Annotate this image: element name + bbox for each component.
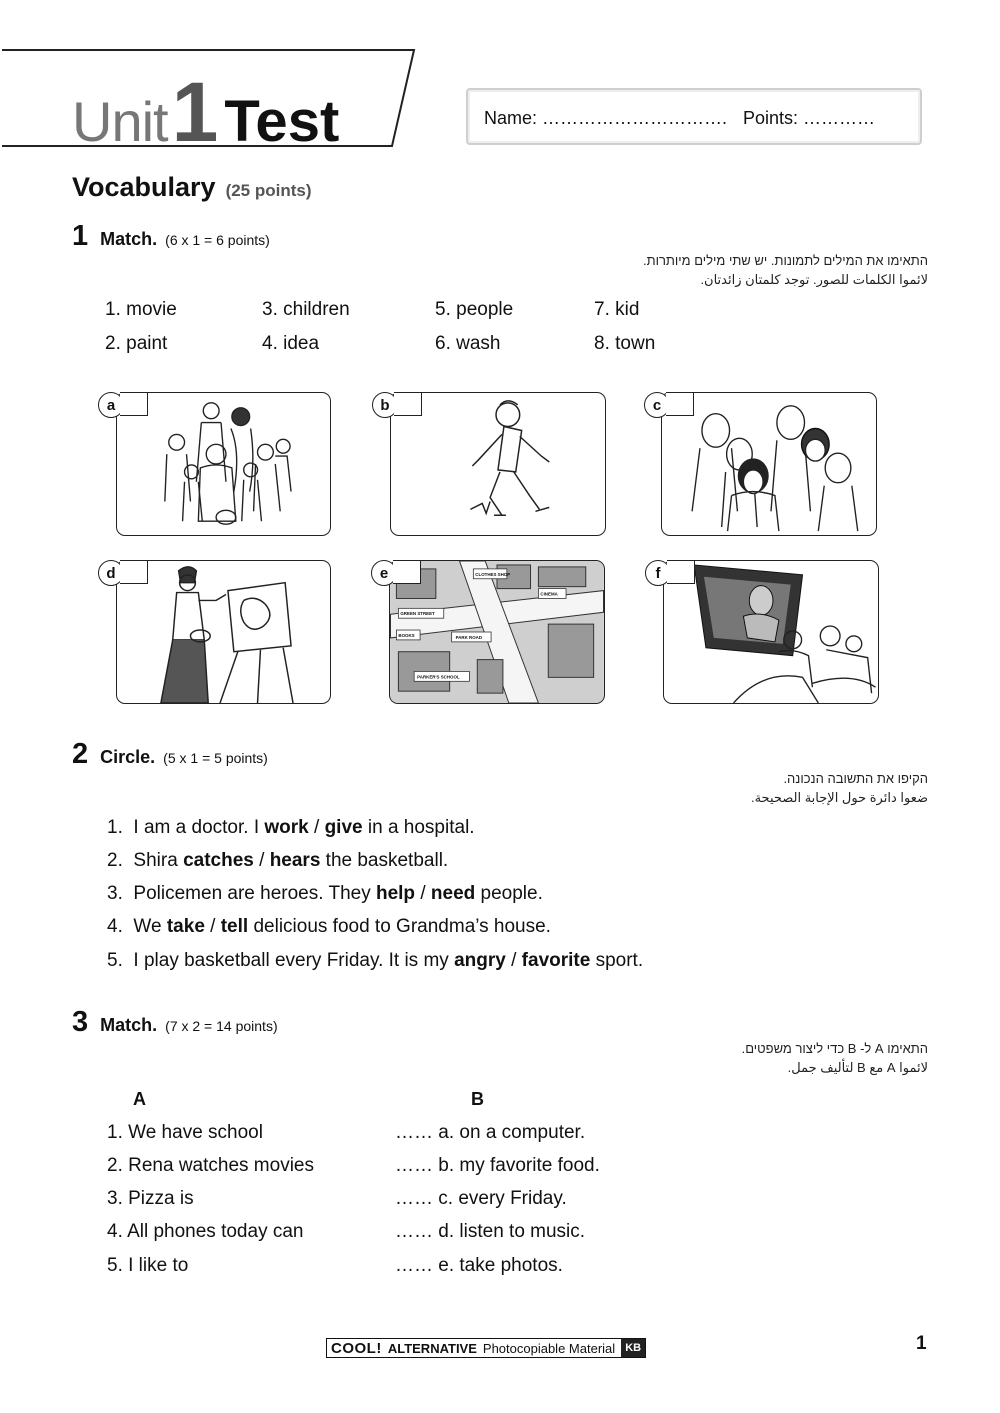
column-a-heading: A xyxy=(133,1089,146,1109)
sentence-text: Shira xyxy=(133,850,184,871)
word-item: 2. paint xyxy=(105,333,168,354)
instruction-arabic: لائموا A مع B لتأليف جمل. xyxy=(787,1060,928,1075)
exercise-1-header xyxy=(72,220,270,253)
letter-label: f xyxy=(645,560,671,586)
sentence-text: Policemen are heroes. They xyxy=(133,883,376,904)
match-right-item[interactable]: …… e. take photos. xyxy=(395,1255,563,1276)
option-1[interactable]: take xyxy=(166,916,205,937)
match-right-item[interactable]: …… b. my favorite food. xyxy=(395,1155,600,1176)
exercise-points: (5 x 1 = 5 points) xyxy=(163,750,268,766)
sentence-number: 5. xyxy=(107,950,123,971)
letter-label: a xyxy=(98,392,124,418)
exercise-number: 3 xyxy=(72,1006,89,1038)
unit-word: Unit xyxy=(72,90,168,153)
points-field[interactable]: Points: ………… xyxy=(743,108,876,128)
circle-sentence-4 xyxy=(107,916,551,938)
publisher-logo: KB xyxy=(621,1339,645,1357)
publisher-badge xyxy=(326,1338,646,1358)
vocabulary-points: (25 points) xyxy=(225,181,312,200)
sentence-text: I am a doctor. I xyxy=(133,817,265,838)
option-separator: / xyxy=(505,950,522,971)
unit-title xyxy=(72,65,340,159)
exercise-number: 2 xyxy=(72,738,89,770)
option-1[interactable]: help xyxy=(375,883,416,904)
sentence-number: 1. xyxy=(107,817,123,838)
circle-sentence-3 xyxy=(107,883,543,905)
exercise-3-header xyxy=(72,1006,278,1039)
circle-sentence-2 xyxy=(107,850,448,872)
answer-box[interactable] xyxy=(667,560,695,584)
answer-box[interactable] xyxy=(120,560,148,584)
letter-label: b xyxy=(372,392,398,418)
word-item: 6. wash xyxy=(435,333,501,354)
brand-alternative: ALTERNATIVE xyxy=(387,1340,477,1356)
picture-letter-f xyxy=(645,560,705,588)
match-left-item: 5. I like to xyxy=(107,1255,189,1276)
sentence-text: delicious food to Grandma’s house. xyxy=(248,916,551,937)
sign-label: BOOKS xyxy=(398,632,415,638)
name-field[interactable]: Name: …………………………. xyxy=(484,108,728,128)
page-number: 1 xyxy=(916,1333,927,1354)
picture-letter-c xyxy=(644,392,704,420)
instruction-arabic: ضعوا دائرة حول الإجابة الصحيحة. xyxy=(750,790,928,805)
sign-label: PARKER'S SCHOOL xyxy=(417,674,460,680)
section-title xyxy=(72,172,312,203)
vocabulary-heading: Vocabulary xyxy=(72,172,216,202)
test-word: Test xyxy=(224,89,340,154)
option-2[interactable]: favorite xyxy=(521,950,591,971)
exercise-2-header xyxy=(72,738,268,771)
instruction-hebrew: התאימו את המילים לתמונות. יש שתי מילים מיותרות. xyxy=(643,253,928,268)
answer-box[interactable] xyxy=(394,392,422,416)
word-item: 7. kid xyxy=(594,299,640,320)
exercise-points: (6 x 1 = 6 points) xyxy=(165,232,270,248)
exercise-label: Circle. xyxy=(100,747,156,767)
sentence-number: 4. xyxy=(107,916,123,937)
match-left-item: 4. All phones today can xyxy=(107,1221,304,1242)
word-item: 4. idea xyxy=(262,333,320,354)
picture-letter-b xyxy=(372,392,432,420)
instruction-hebrew: הקיפו את התשובה הנכונה. xyxy=(783,771,928,786)
match-right-item[interactable]: …… d. listen to music. xyxy=(395,1221,586,1242)
match-left-item: 1. We have school xyxy=(107,1122,263,1143)
column-b-heading: B xyxy=(471,1089,484,1109)
match-right-item[interactable]: …… c. every Friday. xyxy=(395,1188,567,1209)
letter-label: d xyxy=(98,560,124,586)
option-2[interactable]: give xyxy=(324,817,363,838)
sentence-number: 2. xyxy=(107,850,123,871)
option-2[interactable]: tell xyxy=(220,916,249,937)
unit-number: 1 xyxy=(171,65,219,159)
option-2[interactable]: hears xyxy=(269,850,321,871)
name-points-box xyxy=(466,88,922,145)
word-item: 1. movie xyxy=(105,299,177,320)
exercise-number: 1 xyxy=(72,220,89,252)
sentence-text: people. xyxy=(475,883,543,904)
photocopiable-label: Photocopiable Material xyxy=(482,1340,616,1356)
exercise-points: (7 x 2 = 14 points) xyxy=(165,1018,278,1034)
brand-cool: COOL! xyxy=(331,1339,382,1357)
sign-label: PARK ROAD xyxy=(455,634,483,640)
sentence-text: sport. xyxy=(590,950,644,971)
picture-letter-e xyxy=(371,560,431,588)
sentence-text: We xyxy=(133,916,167,937)
answer-box[interactable] xyxy=(393,560,421,584)
word-item: 5. people xyxy=(435,299,514,320)
sentence-text: the basketball. xyxy=(320,850,449,871)
option-separator: / xyxy=(204,916,221,937)
match-left-item: 2. Rena watches movies xyxy=(107,1155,314,1176)
exercise-label: Match. xyxy=(100,1015,158,1035)
instruction-arabic: لائموا الكلمات للصور. توجد كلمتان زائدتان. xyxy=(700,272,928,287)
word-item: 3. children xyxy=(262,299,350,320)
option-2[interactable]: need xyxy=(430,883,476,904)
sentence-text: in a hospital. xyxy=(362,817,475,838)
option-1[interactable]: angry xyxy=(454,950,506,971)
sentence-text: I play basketball every Friday. It is my xyxy=(133,950,455,971)
answer-box[interactable] xyxy=(666,392,694,416)
sign-label: GREEN STREET xyxy=(400,611,435,617)
option-1[interactable]: work xyxy=(264,817,309,838)
letter-label: e xyxy=(371,560,397,586)
answer-box[interactable] xyxy=(120,392,148,416)
option-separator: / xyxy=(415,883,431,904)
option-1[interactable]: catches xyxy=(183,850,254,871)
match-right-item[interactable]: …… a. on a computer. xyxy=(395,1122,586,1143)
word-item: 8. town xyxy=(594,333,656,354)
option-separator: / xyxy=(253,850,270,871)
circle-sentence-5 xyxy=(107,950,643,972)
match-left-item: 3. Pizza is xyxy=(107,1188,194,1209)
option-separator: / xyxy=(308,817,325,838)
sign-label: CLOTHES SHOP xyxy=(475,571,511,577)
sign-label: CINEMA xyxy=(540,591,558,597)
picture-letter-d xyxy=(98,560,158,588)
sentence-number: 3. xyxy=(107,883,123,904)
picture-letter-a xyxy=(98,392,158,420)
circle-sentence-1 xyxy=(107,817,475,839)
letter-label: c xyxy=(644,392,670,418)
exercise-label: Match. xyxy=(100,229,158,249)
instruction-hebrew: התאימו A ל- B כדי ליצור משפטים. xyxy=(741,1041,928,1056)
